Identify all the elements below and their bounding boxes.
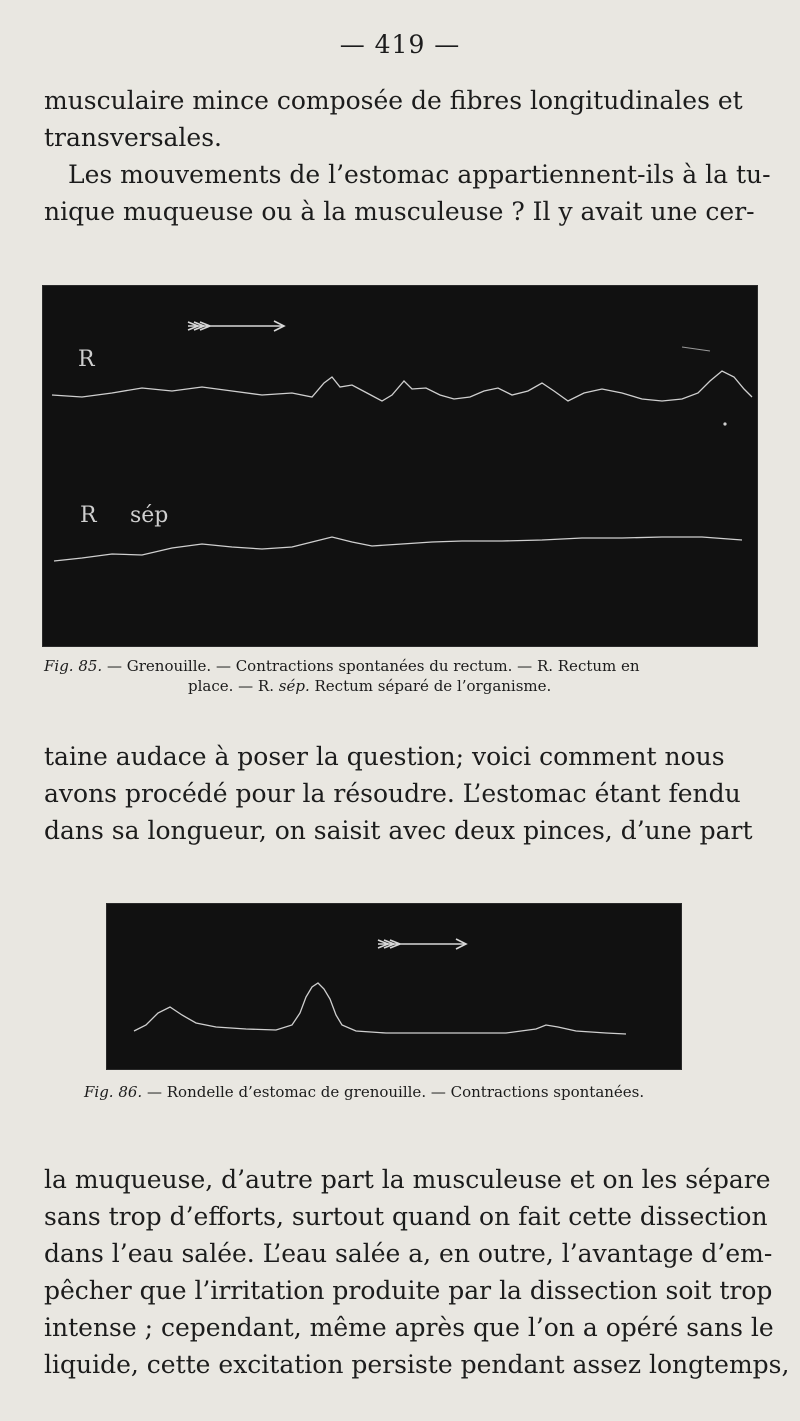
caption-figure-number: Fig. 86. <box>84 1083 143 1101</box>
page-number: — 419 — <box>339 30 461 59</box>
label-r-sep-text: sép <box>130 503 169 528</box>
caption-sep-abbrev: sép. <box>278 677 310 695</box>
trace-rectum-separated <box>54 537 742 561</box>
caption-text: place. — R. <box>188 677 274 695</box>
text-line: intense ; cependant, même après que l’on a opéré sans le <box>44 1313 774 1342</box>
caption-figure-number: Fig. 85. <box>44 657 103 675</box>
stray-mark <box>682 347 710 351</box>
figure-85-traces <box>42 285 758 647</box>
direction-arrow-icon <box>378 939 466 949</box>
label-r-rectum: R <box>78 347 95 372</box>
text-line: dans l’eau salée. L’eau salée a, en outre, l’avantage d’em- <box>44 1239 773 1268</box>
text-line: pêcher que l’irritation produite par la dissection soit trop <box>44 1276 773 1305</box>
label-r-sep-r: R <box>80 503 97 528</box>
text-line: dans sa longueur, on saisit avec deux pinces, d’une part <box>44 816 753 845</box>
text-line: nique muqueuse ou à la musculeuse ? Il y avait une cer- <box>44 197 755 226</box>
text-line: musculaire mince composée de fibres longitudinales et <box>44 86 743 115</box>
paragraph-1 <box>44 82 771 230</box>
figure-85-trace-plate <box>42 285 758 647</box>
caption-text: — Rondelle d’estomac de grenouille. — Contractions spontanées. <box>146 1083 645 1101</box>
paragraph-2 <box>44 738 752 849</box>
figure-86-traces <box>106 903 682 1070</box>
figure-86-caption <box>84 1082 764 1102</box>
figure-85-caption <box>44 656 752 696</box>
paragraph-3 <box>44 1161 790 1383</box>
text-line: transversales. <box>44 123 223 152</box>
text-line: la muqueuse, d’autre part la musculeuse et on les sépare <box>44 1165 771 1194</box>
text-line: taine audace à poser la question; voici comment nous <box>44 742 725 771</box>
caption-text: Rectum séparé de l’organisme. <box>314 677 552 695</box>
text-line: avons procédé pour la résoudre. L’estomac étant fendu <box>44 779 741 808</box>
stray-dot <box>723 422 726 425</box>
trace-stomach-ring <box>134 983 626 1034</box>
text-line: sans trop d’efforts, surtout quand on fait cette dissection <box>44 1202 768 1231</box>
figure-86-trace-plate <box>106 903 682 1070</box>
text-line: Les mouvements de l’estomac appartiennent-ils à la tu- <box>68 160 771 189</box>
text-line: liquide, cette excitation persiste pendant assez longtemps, <box>44 1350 790 1379</box>
caption-text: — Grenouille. — Contractions spontanées du rectum. — R. Rectum en <box>106 657 640 675</box>
direction-arrow-icon <box>188 321 284 331</box>
trace-rectum-in-place <box>52 371 752 401</box>
